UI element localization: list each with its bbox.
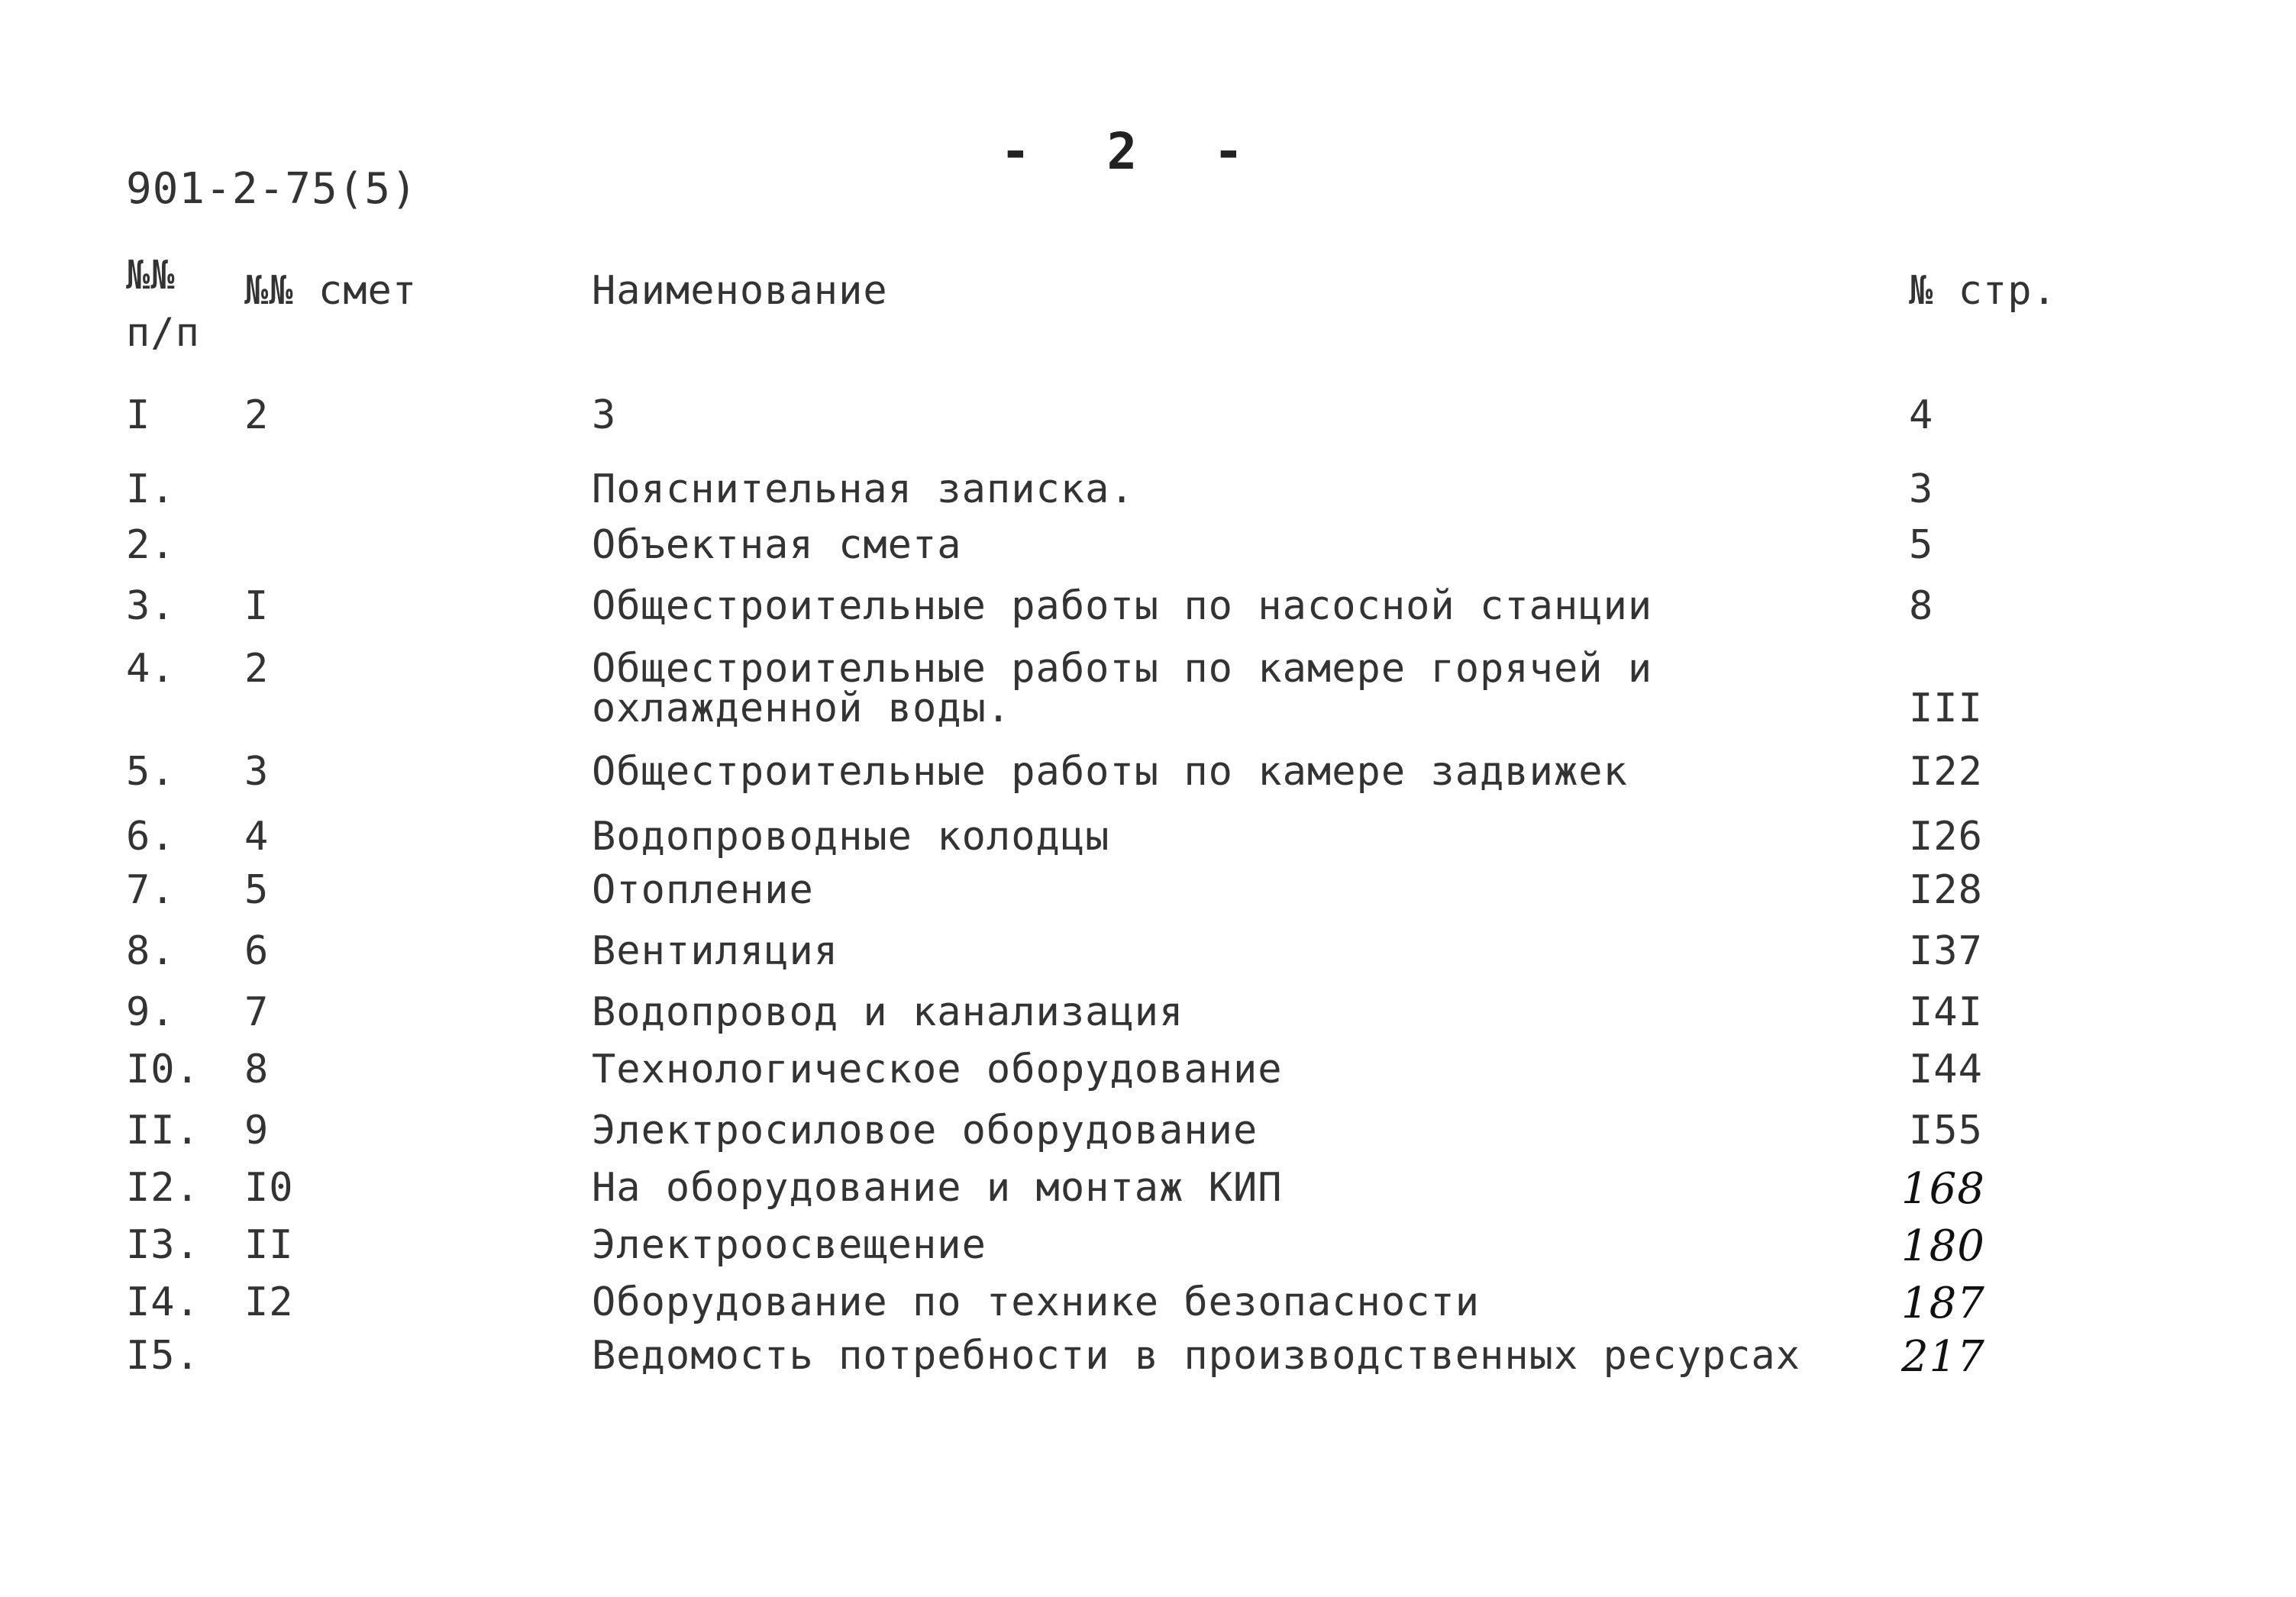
row-name: На оборудование и монтаж КИП: [592, 1165, 1283, 1211]
row-estimate-number: I2: [244, 1279, 294, 1325]
row-name: Электросиловое оборудование: [592, 1108, 1258, 1153]
column-number-1: I: [126, 392, 151, 438]
row-number: 2.: [126, 522, 176, 568]
row-number: 4.: [126, 646, 176, 692]
row-name: Общестроительные работы по насосной станции: [592, 583, 1653, 629]
row-page: 3: [1909, 466, 1934, 512]
document-code: 901-2-75(5): [126, 164, 418, 214]
row-page: I28: [1909, 867, 1983, 913]
row-page-handwritten: 168: [1901, 1164, 1985, 1214]
header-page: № стр.: [1909, 268, 2057, 314]
row-page-handwritten: 217: [1901, 1332, 1985, 1382]
row-number: I2.: [126, 1165, 200, 1211]
row-name: Ведомость потребности в производственных ресурсах: [592, 1333, 1801, 1379]
row-page: 8: [1909, 583, 1934, 629]
row-name: Технологическое оборудование: [592, 1047, 1283, 1092]
row-page: I4I: [1909, 989, 1983, 1035]
row-number: I0.: [126, 1047, 200, 1092]
row-estimate-number: 7: [244, 989, 270, 1035]
row-estimate-number: 8: [244, 1047, 270, 1092]
row-number: I5.: [126, 1333, 200, 1379]
row-page: I26: [1909, 814, 1983, 860]
row-number: 5.: [126, 749, 176, 795]
row-page: III: [1909, 686, 1983, 731]
row-estimate-number: I0: [244, 1165, 294, 1211]
row-number: I3.: [126, 1222, 200, 1268]
header-estimate-number: №№ смет: [244, 268, 418, 314]
row-name: Электроосвещение: [592, 1222, 987, 1268]
row-name: Оборудование по технике безопасности: [592, 1279, 1481, 1325]
row-page-handwritten: 180: [1901, 1221, 1985, 1271]
column-number-4: 4: [1909, 392, 1934, 438]
row-number: 6.: [126, 814, 176, 860]
row-name: Водопровод и канализация: [592, 989, 1184, 1035]
row-page: I37: [1909, 928, 1983, 974]
row-number: I4.: [126, 1279, 200, 1325]
row-estimate-number: II: [244, 1222, 294, 1268]
row-name: Объектная смета: [592, 522, 962, 568]
row-estimate-number: 4: [244, 814, 270, 860]
row-number: I.: [126, 466, 176, 512]
row-name: Водопроводные колодцы: [592, 814, 1110, 860]
row-page: I22: [1909, 749, 1983, 795]
row-estimate-number: 3: [244, 749, 270, 795]
header-number-line1: №№: [126, 253, 176, 298]
row-number: 7.: [126, 867, 176, 913]
row-name: Общестроительные работы по камере задвижек: [592, 749, 1628, 795]
row-number: 3.: [126, 583, 176, 629]
row-page-handwritten: 187: [1901, 1279, 1985, 1328]
header-name: Наименование: [592, 268, 888, 314]
row-estimate-number: 5: [244, 867, 270, 913]
row-number: 9.: [126, 989, 176, 1035]
row-number: 8.: [126, 928, 176, 974]
column-number-2: 2: [244, 392, 270, 438]
row-estimate-number: 6: [244, 928, 270, 974]
row-name: охлажденной воды.: [592, 686, 1012, 731]
header-number-line2: п/п: [126, 310, 200, 356]
row-name: Пояснительная записка.: [592, 466, 1135, 512]
column-number-3: 3: [592, 392, 617, 438]
row-estimate-number: 9: [244, 1108, 270, 1153]
row-name: Отопление: [592, 867, 814, 913]
row-estimate-number: I: [244, 583, 270, 629]
row-name: Общестроительные работы по камере горячей и: [592, 646, 1653, 692]
row-estimate-number: 2: [244, 646, 270, 692]
row-name: Вентиляция: [592, 928, 839, 974]
row-page: I44: [1909, 1047, 1983, 1092]
row-page: I55: [1909, 1108, 1983, 1153]
row-number: II.: [126, 1108, 200, 1153]
page-number: - 2 -: [1000, 122, 1267, 181]
row-page: 5: [1909, 522, 1934, 568]
